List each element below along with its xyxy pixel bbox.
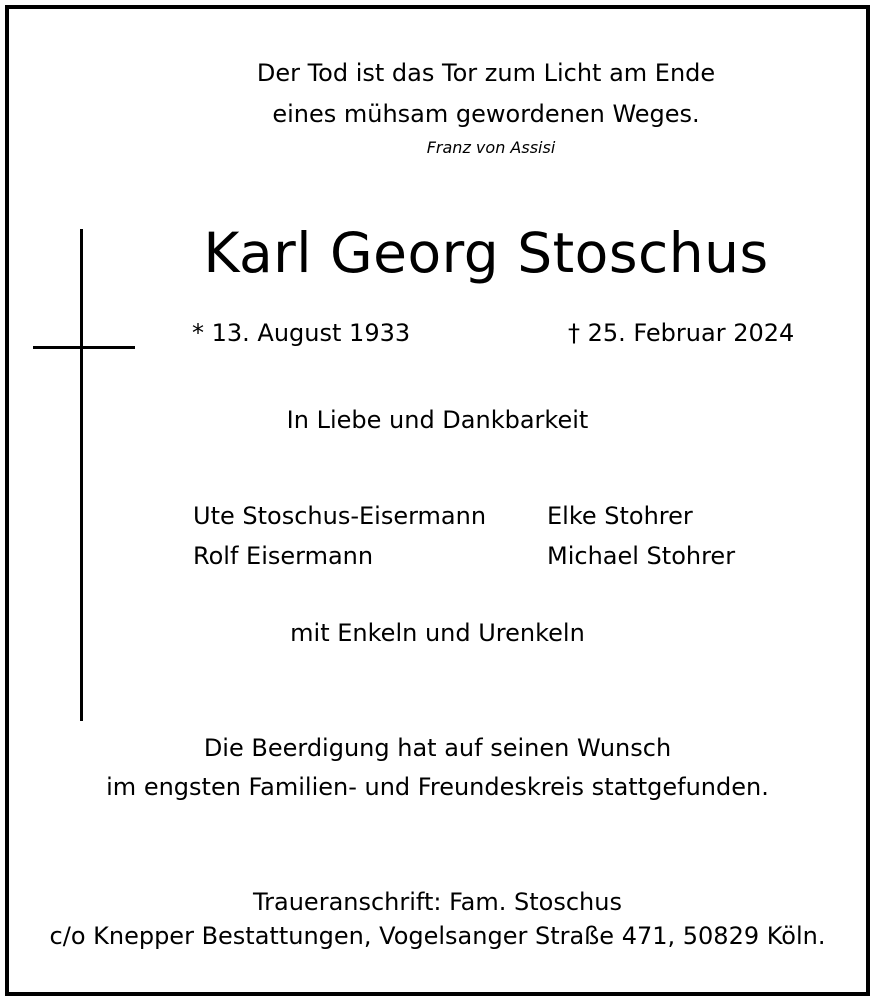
mourner-right-1: Elke Stohrer bbox=[547, 502, 693, 530]
birth-date: * 13. August 1933 bbox=[192, 319, 411, 347]
cross-symbol-vertical bbox=[80, 229, 83, 721]
funeral-notice-line-1: Die Beerdigung hat auf seinen Wunsch bbox=[203, 734, 672, 762]
quote-author: Franz von Assisi bbox=[426, 138, 556, 157]
quote-line-2: eines mühsam gewordenen Weges. bbox=[272, 100, 700, 128]
mourner-right-2: Michael Stohrer bbox=[547, 542, 736, 570]
address-line-2: c/o Knepper Bestattungen, Vogelsanger Straße 471, 50829 Köln. bbox=[49, 922, 826, 950]
descendants: mit Enkeln und Urenkeln bbox=[290, 619, 585, 647]
death-date: † 25. Februar 2024 bbox=[568, 319, 795, 347]
funeral-notice-line-2: im engsten Familien- und Freundeskreis stattgefunden. bbox=[106, 773, 769, 801]
dedication: In Liebe und Dankbarkeit bbox=[286, 406, 589, 434]
mourner-left-2: Rolf Eisermann bbox=[193, 542, 374, 570]
cross-symbol-horizontal bbox=[33, 346, 135, 349]
address-line-1: Traueranschrift: Fam. Stoschus bbox=[253, 888, 622, 916]
deceased-name: Karl Georg Stoschus bbox=[203, 221, 769, 285]
quote-line-1: Der Tod ist das Tor zum Licht am Ende bbox=[256, 59, 716, 87]
mourner-left-1: Ute Stoschus-Eisermann bbox=[193, 502, 487, 530]
